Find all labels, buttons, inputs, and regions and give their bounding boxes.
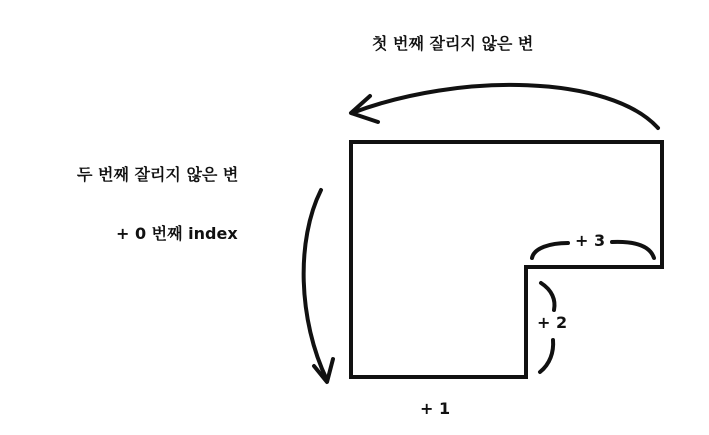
plus-one-label: + 1 [420, 399, 451, 418]
first-uncut-side-label: 첫 번째 잘리지 않은 변 [372, 34, 534, 53]
plus-two-label: + 2 [537, 313, 568, 332]
top-curved-arrow [352, 85, 658, 128]
zero-index-label: + 0 번째 index [116, 224, 238, 243]
bracket-plus3-left [532, 243, 568, 258]
plus-three-label: + 3 [575, 231, 606, 250]
bracket-plus2-top [541, 283, 554, 310]
bracket-plus2-bottom [540, 340, 553, 372]
second-uncut-side-label: 두 번째 잘리지 않은 변 [77, 165, 239, 184]
left-curved-arrow [304, 190, 327, 380]
bracket-plus3-right [612, 242, 654, 258]
l-shape-polygon [351, 142, 662, 377]
